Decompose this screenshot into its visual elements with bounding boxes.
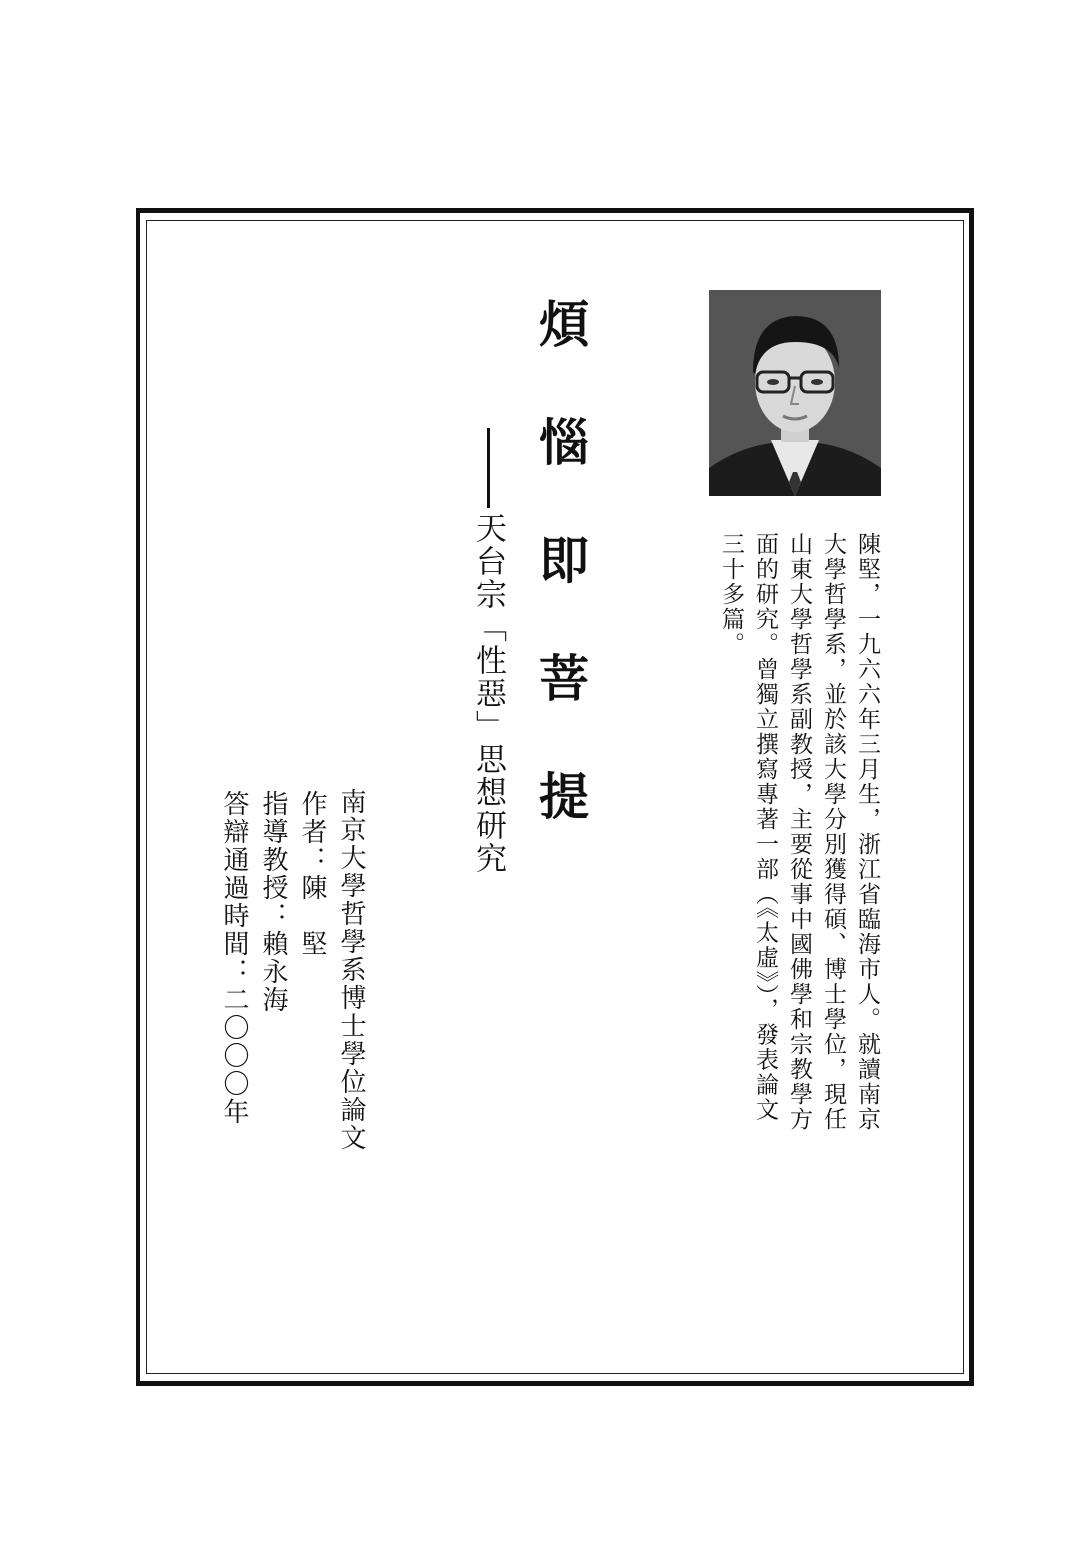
- bio-text: 陳堅，一九六六年三月生，浙江省臨海市人。就讀南京大學哲學系，並於該大學分別獲得碩、博士學位，現任山東大學哲學系副教授，主要從事中國佛學和宗教學方面的研究。曾獨立撰寫專著一部（《太虛》），發表論文三十多篇。: [718, 532, 880, 1132]
- author-biography: [694, 532, 884, 1132]
- author-line: 作者：陳 堅: [297, 790, 327, 958]
- defense-date-line: 答辯通過時間：二〇〇〇年: [219, 790, 249, 1126]
- portrait-figure: [709, 290, 881, 496]
- advisor-line: 指導教授：賴永海: [258, 790, 288, 1014]
- degree-line: 南京大學哲學系博士學位論文: [336, 788, 366, 1152]
- subtitle-text: 天台宗「性惡」思想研究: [470, 512, 506, 875]
- book-subtitle: [470, 428, 506, 875]
- author-portrait-photo: [709, 290, 881, 496]
- em-dash: [487, 428, 490, 508]
- book-title: 煩惱即菩提: [531, 298, 590, 888]
